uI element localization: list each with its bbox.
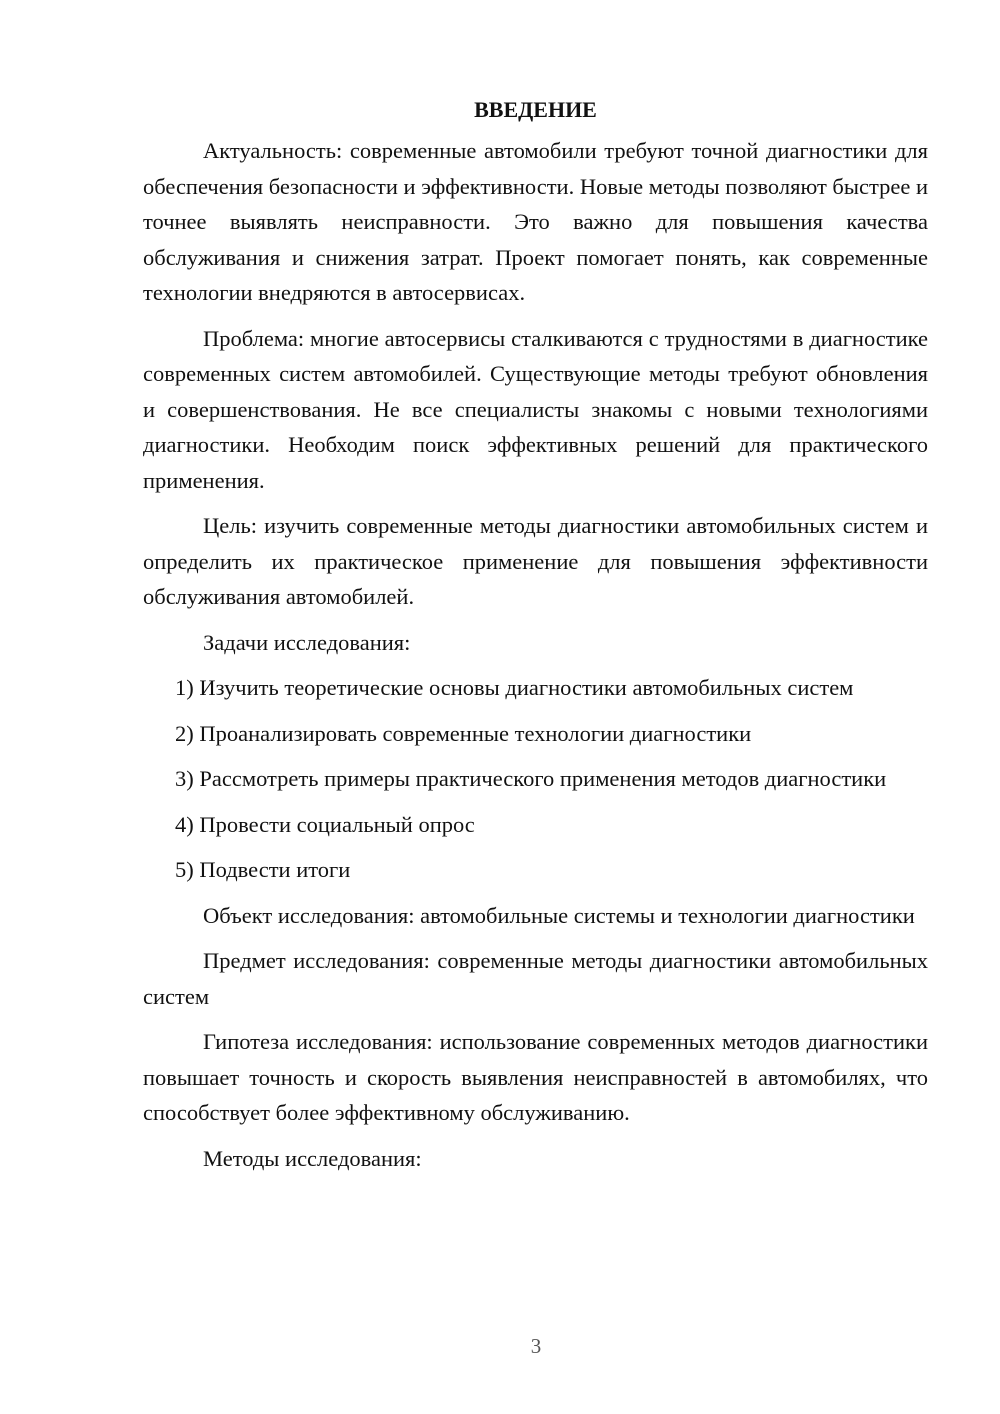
paragraph-subject: Предмет исследования: современные методы диагностики автомобильных систем (143, 948, 928, 1009)
task-item-3: 3) Рассмотреть примеры практического применения методов диагностики (175, 766, 887, 791)
task-item-1: 1) Изучить теоретические основы диагностики автомобильных систем (175, 675, 854, 700)
paragraph-goal: Цель: изучить современные методы диагностики автомобильных систем и определить их практическое применение для повышения эффективности обслуживания автомобилей. (143, 513, 928, 609)
paragraph-relevance: Актуальность: современные автомобили требуют точной диагностики для обеспечения безопасности и эффективности. Новые методы позволяют быстрее и точнее выявлять неисправности. Это важно для повышения качества обслуживания и снижения затрат. Проект помогает понять, как современные технологии внедряются в автосервисах. (143, 138, 928, 305)
paragraph-problem: Проблема: многие автосервисы сталкиваются с трудностями в диагностике современных систем автомобилей. Существующие методы требуют обновления и совершенствования. Не все специалисты знакомы с новыми технологиями диагностики. Необходим поиск эффективных решений для практического применения. (143, 325, 928, 493)
task-item-5: 5) Подвести итоги (175, 857, 351, 882)
task-item-4: 4) Провести социальный опрос (175, 811, 475, 837)
paragraph-object: Объект исследования: автомобильные системы и технологии диагностики (203, 902, 915, 928)
task-item-2: 2) Проанализировать современные технологии диагностики (175, 720, 752, 746)
paragraph-methods-heading: Методы исследования: (203, 1145, 422, 1171)
page-content (143, 92, 928, 1186)
page-number: 3 (530, 1334, 542, 1358)
section-heading: ВВЕДЕНИЕ (474, 97, 597, 122)
paragraph-tasks-heading: Задачи исследования: (203, 629, 411, 655)
paragraph-hypothesis: Гипотеза исследования: использование современных методов диагностики повышает точность и скорость выявления неисправностей в автомобилях, что способствует более эффективному обслуживанию. (143, 1029, 928, 1125)
